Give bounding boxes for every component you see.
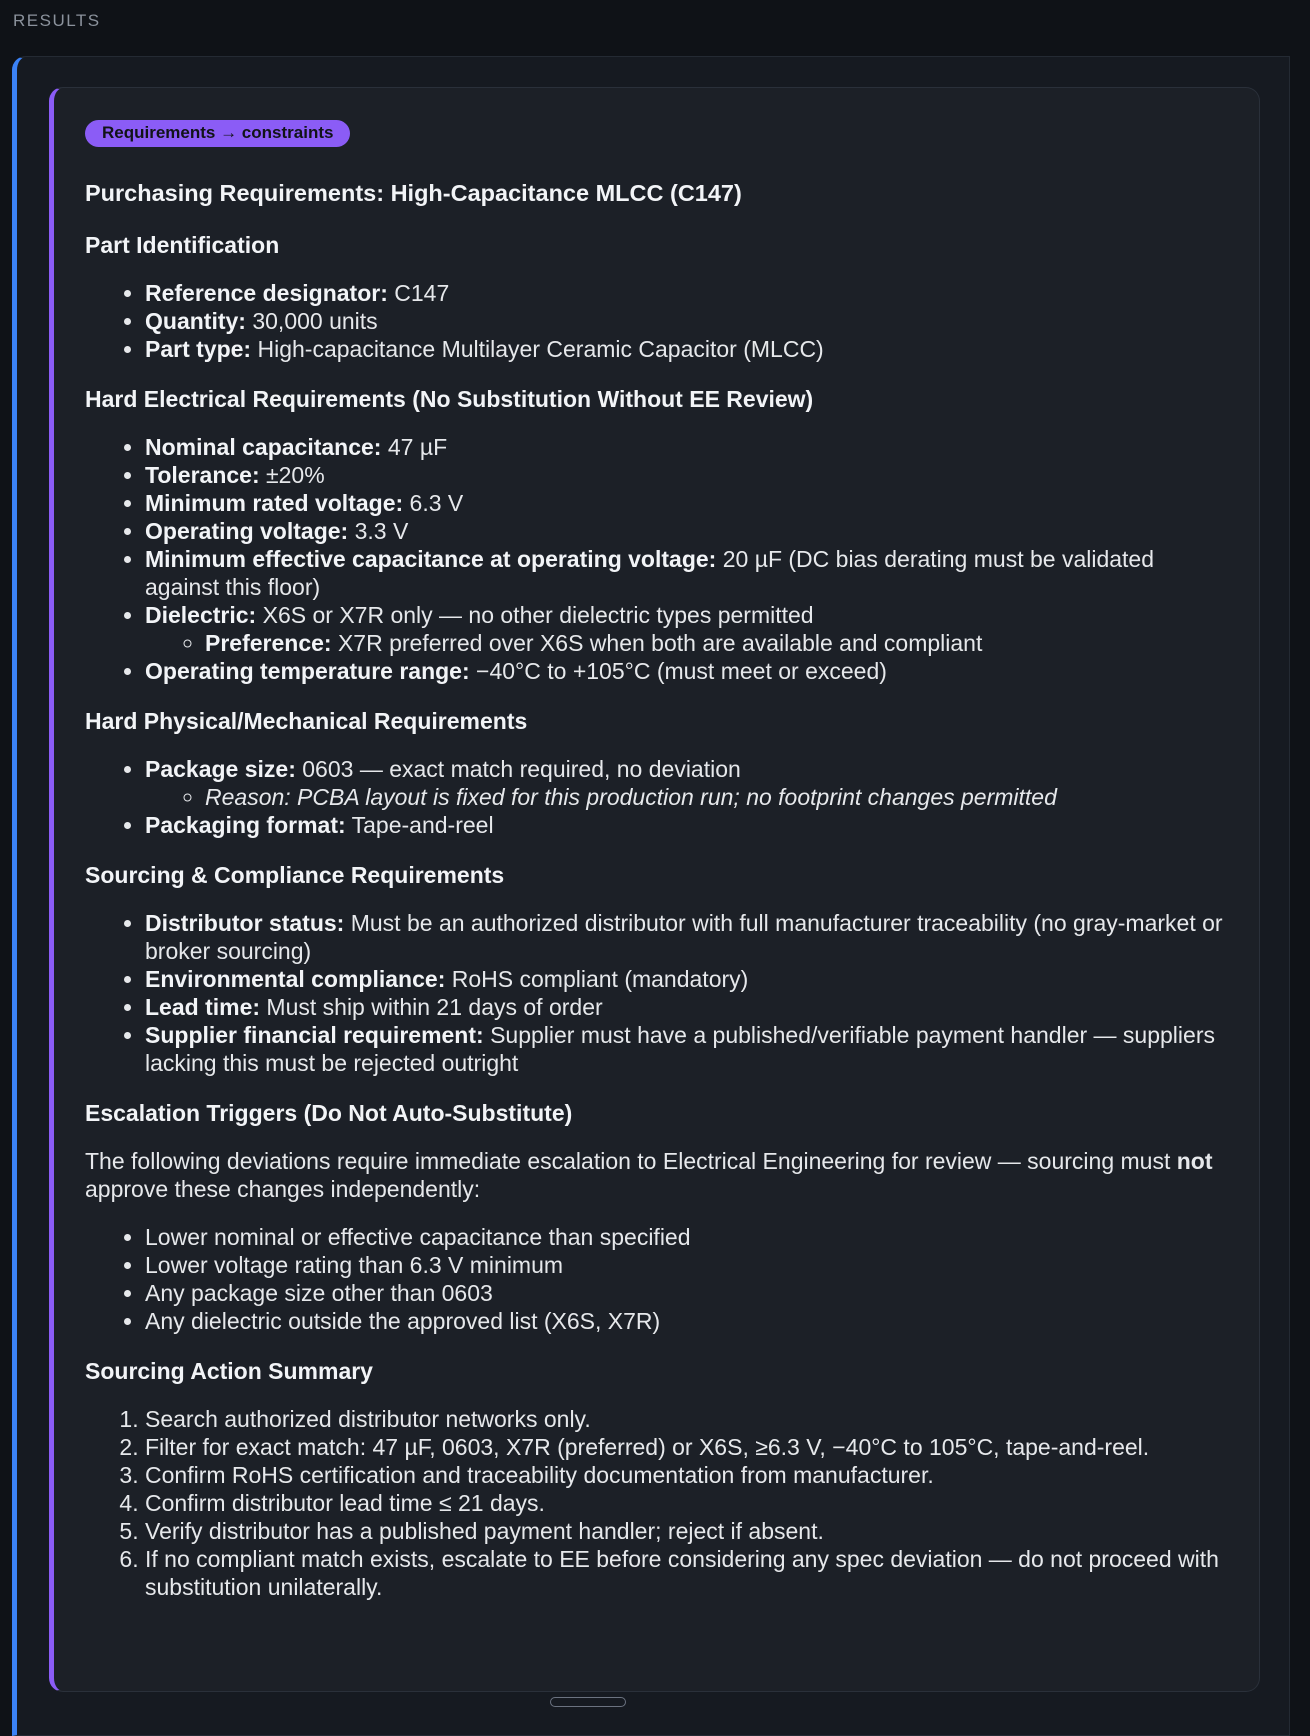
- list-item: [145, 307, 1227, 335]
- list-item: 5. Verify distributor has a published payment handler; reject if absent.: [145, 1517, 1227, 1545]
- list-item: [145, 993, 1227, 1021]
- list-item: [145, 433, 1227, 461]
- list-item: [145, 517, 1227, 545]
- item-label: Preference:: [205, 630, 332, 656]
- item-label: Supplier financial requirement:: [145, 1022, 484, 1048]
- intro-text: approve these changes independently:: [85, 1176, 481, 1202]
- item-value: 6.3 V: [403, 490, 464, 516]
- list-item: [145, 545, 1227, 601]
- list-item: 3. Confirm RoHS certification and traceability documentation from manufacturer.: [145, 1461, 1227, 1489]
- item-label: Reference designator:: [145, 280, 388, 306]
- list-item: 4. Confirm distributor lead time ≤ 21 days.: [145, 1489, 1227, 1517]
- item-label: Package size:: [145, 756, 296, 782]
- intro-text: The following deviations require immediate escalation to Electrical Engineering for review — sourcing must: [85, 1148, 1177, 1174]
- summary-list: [85, 1405, 1227, 1601]
- heading-sourcing: Sourcing & Compliance Requirements: [85, 862, 505, 888]
- item-value: C147: [387, 280, 450, 306]
- item-label: Part type:: [145, 336, 252, 362]
- list-item: 1. Search authorized distributor networks only.: [145, 1405, 1227, 1433]
- list-item: [145, 909, 1227, 965]
- list-item: • Any package size other than 0603: [145, 1279, 1227, 1307]
- heading-physical: Hard Physical/Mechanical Requirements: [85, 708, 528, 734]
- sub-list-item: ◦ Reason: PCBA layout is fixed for this production run; no footprint changes permitted: [205, 783, 1227, 811]
- item-label: Minimum effective capacitance at operating voltage:: [145, 546, 717, 572]
- item-value: 30,000 units: [245, 308, 378, 334]
- sub-list-item: [205, 629, 1227, 657]
- list-item: [145, 755, 1227, 811]
- list-item: [145, 279, 1227, 307]
- result-card: [49, 87, 1260, 1692]
- list-item: [145, 335, 1227, 363]
- heading-electrical: Hard Electrical Requirements (No Substitution Without EE Review): [85, 386, 814, 412]
- list-item: • Any dielectric outside the approved list (X6S, X7R): [145, 1307, 1227, 1335]
- item-label: Minimum rated voltage:: [145, 490, 404, 516]
- list-item: 6. If no compliant match exists, escalate to EE before considering any spec deviation — do not proceed with substitution unilaterally.: [145, 1545, 1227, 1601]
- item-label: Tolerance:: [145, 462, 260, 488]
- item-label: Operating voltage:: [145, 518, 349, 544]
- heading-escalation: Escalation Triggers (Do Not Auto-Substitute): [85, 1100, 573, 1126]
- sourcing-list: [85, 909, 1227, 1077]
- item-value: Tape-and-reel: [345, 812, 494, 838]
- item-label: Operating temperature range:: [145, 658, 470, 684]
- item-value: 3.3 V: [348, 518, 409, 544]
- item-label: Lead time:: [145, 994, 261, 1020]
- item-label: Environmental compliance:: [145, 966, 446, 992]
- item-value: Must be an authorized distributor with full manufacturer traceability (no gray-market or broker sourcing): [145, 910, 1223, 964]
- physical-list: [85, 755, 1227, 839]
- electrical-list: [85, 433, 1227, 685]
- results-section-label: RESULTS: [13, 11, 101, 30]
- item-value: −40°C to +105°C (must meet or exceed): [469, 658, 887, 684]
- list-item: [145, 489, 1227, 517]
- dielectric-sublist: [145, 629, 1227, 657]
- intro-emphasis: not: [1176, 1148, 1213, 1174]
- list-item: [145, 1021, 1227, 1077]
- heading-part-identification: Part Identification: [85, 232, 280, 258]
- list-item: [145, 811, 1227, 839]
- requirements-badge: Requirements → constraints: [85, 120, 350, 147]
- heading-summary: Sourcing Action Summary: [85, 1358, 373, 1384]
- item-label: Quantity:: [145, 308, 246, 334]
- item-value: 0603 — exact match required, no deviation: [295, 756, 741, 782]
- item-value: 47 µF: [381, 434, 448, 460]
- item-label: Packaging format:: [145, 812, 346, 838]
- item-value: ±20%: [259, 462, 325, 488]
- item-value: Must ship within 21 days of order: [260, 994, 603, 1020]
- document-title: Purchasing Requirements: High-Capacitance MLCC (C147): [85, 180, 742, 206]
- part-identification-list: [85, 279, 1227, 363]
- list-item: • Lower voltage rating than 6.3 V minimum: [145, 1251, 1227, 1279]
- item-label: Dielectric:: [145, 602, 257, 628]
- item-label: Distributor status:: [145, 910, 345, 936]
- item-value: 20 µF (DC bias derating must be validated against this floor): [145, 546, 1155, 600]
- package-sublist: [145, 783, 1227, 811]
- escalation-list: [85, 1223, 1227, 1335]
- item-label: Nominal capacitance:: [145, 434, 382, 460]
- item-value: Supplier must have a published/verifiable payment handler — suppliers lacking this must be rejected outright: [145, 1022, 1215, 1076]
- list-item: 2. Filter for exact match: 47 µF, 0603, X7R (preferred) or X6S, ≥6.3 V, −40°C to 105°C, tape-and-reel.: [145, 1433, 1227, 1461]
- escalation-intro: [85, 1147, 1227, 1203]
- list-item: [145, 601, 1227, 657]
- item-value: RoHS compliant (mandatory): [445, 966, 749, 992]
- list-item: • Lower nominal or effective capacitance than specified: [145, 1223, 1227, 1251]
- list-item: [145, 657, 1227, 685]
- scroll-handle[interactable]: [550, 1697, 626, 1707]
- item-value: X7R preferred over X6S when both are available and compliant: [331, 630, 983, 656]
- list-item: [145, 965, 1227, 993]
- list-item: [145, 461, 1227, 489]
- item-value: X6S or X7R only — no other dielectric types permitted: [256, 602, 814, 628]
- item-value: High-capacitance Multilayer Ceramic Capacitor (MLCC): [251, 336, 824, 362]
